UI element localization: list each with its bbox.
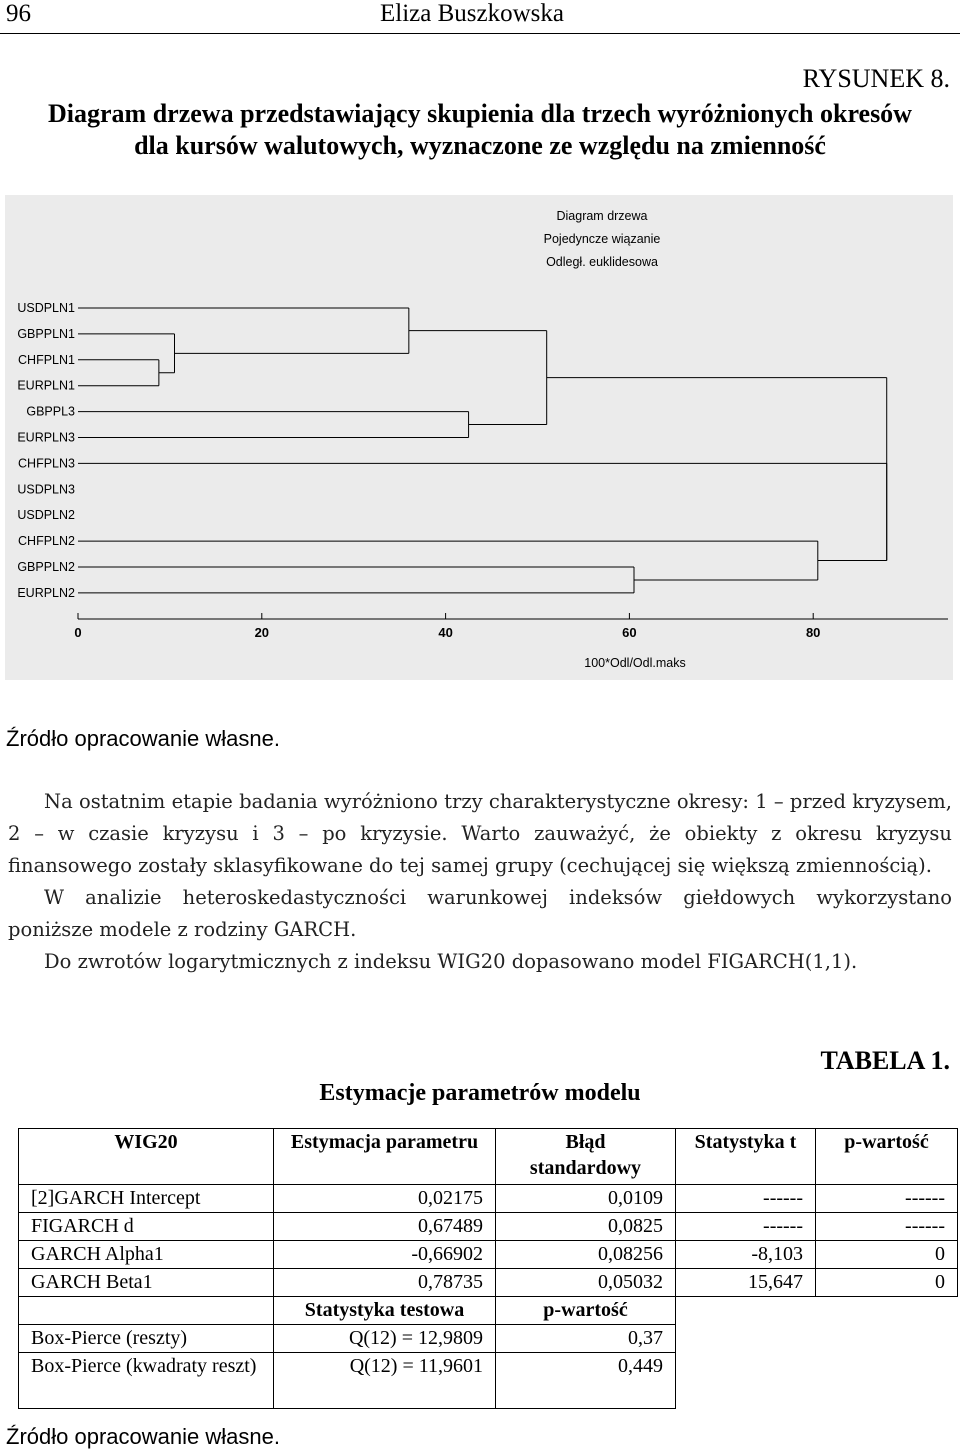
cell-name: FIGARCH d	[19, 1213, 274, 1241]
cell-test-p-value: 0,37	[496, 1325, 676, 1353]
leaf-label: CHFPLN2	[18, 534, 75, 549]
cell-t-stat: -8,103	[676, 1241, 816, 1269]
leaf-label: GBPPLN1	[17, 326, 75, 341]
chart-title-line: Diagram drzewa	[556, 209, 648, 223]
leaf-label: USDPLN2	[17, 508, 75, 523]
chart-title-line: Odległ. euklidesowa	[546, 255, 658, 269]
cell-blank	[816, 1325, 958, 1353]
cell-p-value: ------	[816, 1185, 958, 1213]
cell-empty	[19, 1297, 274, 1325]
table-label: TABELA 1.	[820, 1046, 950, 1075]
dendrogram-figure	[5, 195, 953, 680]
leaf-label: USDPLN3	[17, 482, 75, 497]
x-tick-label: 80	[805, 625, 821, 640]
table-source-note: Źródło opracowanie własne.	[6, 1424, 280, 1449]
parameters-table	[18, 1128, 958, 1409]
cell-p-value: 0	[816, 1241, 958, 1269]
cell-blank	[676, 1353, 816, 1409]
chart-title-line: Pojedyncze wiązanie	[543, 232, 661, 246]
cell-test-stat: Q(12) = 11,9601	[274, 1353, 496, 1409]
x-axis-label: 100*Odl/Odl.maks	[584, 656, 686, 670]
cell-std-error: 0,08256	[496, 1241, 676, 1269]
figure-title-line2: dla kursów walutowych, wyznaczone ze względu na zmienność	[134, 131, 826, 160]
leaf-label: EURPLN3	[17, 430, 75, 445]
page-number: 96	[6, 0, 31, 27]
table-row	[19, 1269, 958, 1297]
header-std-error: Błąd standardowy	[496, 1129, 676, 1185]
cell-estimate: 0,67489	[274, 1213, 496, 1241]
header-estimate: Estymacja parametru	[274, 1129, 496, 1185]
leaf-label: USDPLN1	[17, 301, 75, 315]
table-header-row	[19, 1129, 958, 1185]
cell-blank	[816, 1297, 958, 1325]
cell-test-stat: Q(12) = 12,9809	[274, 1325, 496, 1353]
cell-test-p-value: 0,449	[496, 1353, 676, 1409]
x-tick-label: 0	[74, 625, 82, 640]
cell-blank	[816, 1353, 958, 1409]
cell-std-error: 0,05032	[496, 1269, 676, 1297]
cell-p-value: 0	[816, 1269, 958, 1297]
leaf-label: EURPLN2	[17, 585, 75, 600]
cell-blank	[676, 1297, 816, 1325]
leaf-label: GBPPL3	[26, 404, 75, 419]
cell-t-stat: 15,647	[676, 1269, 816, 1297]
header-test-stat: Statystyka testowa	[274, 1297, 496, 1325]
cell-name: GARCH Alpha1	[19, 1241, 274, 1269]
cell-name: [2]GARCH Intercept	[19, 1185, 274, 1213]
leaf-label: CHFPLN3	[18, 456, 75, 471]
cell-estimate: 0,78735	[274, 1269, 496, 1297]
cell-std-error: 0,0109	[496, 1185, 676, 1213]
cell-blank	[676, 1325, 816, 1353]
figure-title	[0, 98, 960, 162]
table-row	[19, 1185, 958, 1213]
leaf-label: CHFPLN1	[18, 352, 75, 367]
figure-title-line1: Diagram drzewa przedstawiający skupienia dla trzech wyróżnionych okresów	[48, 99, 912, 128]
dendrogram-chart	[5, 195, 953, 680]
table-title: Estymacje parametrów modelu	[319, 1080, 641, 1106]
cell-test-name: Box-Pierce (reszty)	[19, 1325, 274, 1353]
test-row	[19, 1353, 958, 1409]
page-header	[0, 0, 960, 34]
header-wig20: WIG20	[19, 1129, 274, 1185]
table-row	[19, 1213, 958, 1241]
cell-test-name: Box-Pierce (kwadraty reszt)	[19, 1353, 274, 1409]
table-row	[19, 1241, 958, 1269]
cell-estimate: 0,02175	[274, 1185, 496, 1213]
header-t-stat: Statystyka t	[676, 1129, 816, 1185]
figure-source-note: Źródło opracowanie własne.	[6, 726, 280, 751]
leaf-label: GBPPLN2	[17, 560, 75, 574]
x-tick-label: 20	[254, 625, 270, 640]
cell-name: GARCH Beta1	[19, 1269, 274, 1297]
leaf-label: EURPLN1	[17, 378, 75, 393]
header-test-p-value: p-wartość	[496, 1297, 676, 1325]
paragraph-1: Na ostatnim etapie badania wyróżniono trzy charakterystyczne okresy: 1 – przed kryzysem, 2 – w czasie kryzysu i 3 – po kryzysie. Warto zauważyć, że obiekty z okresu kryzysu finansowego zostały sklasyfikowane do tej samej grupy (cechującej się większą zmiennością).	[8, 790, 952, 877]
running-head-author: Eliza Buszkowska	[380, 0, 564, 27]
paragraph-3: Do zwrotów logarytmicznych z indeksu WIG20 dopasowano model FIGARCH(1,1).	[44, 950, 858, 973]
body-text	[8, 786, 952, 978]
header-p-value: p-wartość	[816, 1129, 958, 1185]
cell-estimate: -0,66902	[274, 1241, 496, 1269]
paragraph-2: W analizie heteroskedastyczności warunkowej indeksów giełdowych wykorzystano poniższe modele z rodziny GARCH.	[8, 886, 952, 941]
cell-p-value: ------	[816, 1213, 958, 1241]
test-header-row	[19, 1297, 958, 1325]
cell-t-stat: ------	[676, 1213, 816, 1241]
figure-label: RYSUNEK 8.	[802, 64, 950, 93]
test-row	[19, 1325, 958, 1353]
x-tick-label: 40	[438, 625, 453, 640]
x-tick-label: 60	[622, 625, 637, 640]
cell-std-error: 0,0825	[496, 1213, 676, 1241]
cell-t-stat: ------	[676, 1185, 816, 1213]
